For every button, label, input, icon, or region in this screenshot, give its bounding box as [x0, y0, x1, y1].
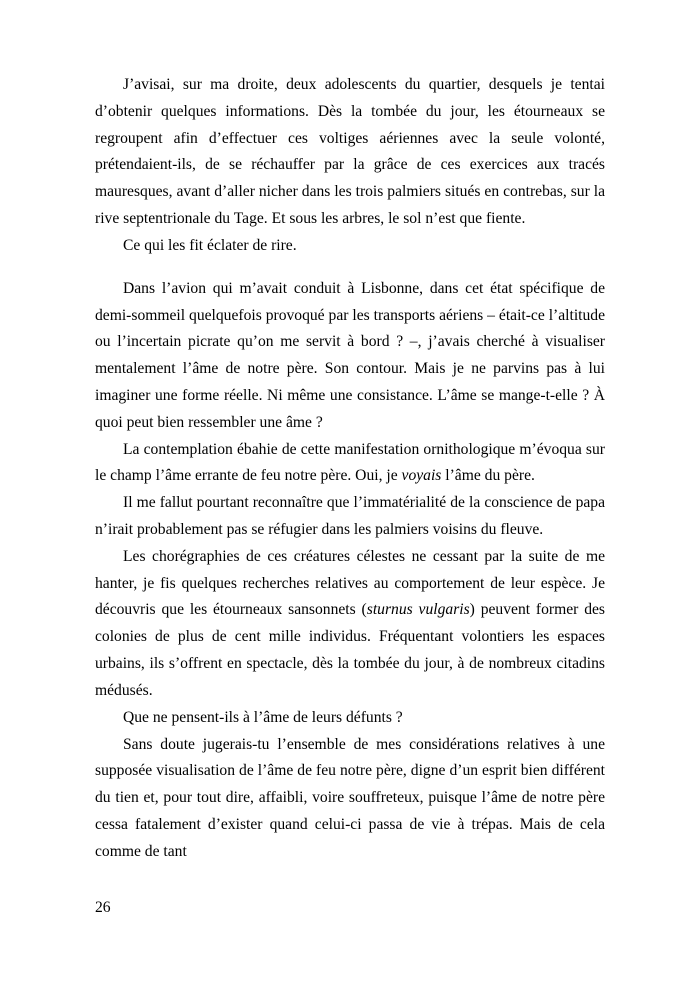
paragraph [95, 732, 605, 866]
text-run: Il me fallut pourtant reconnaître que l’immatérialité de la conscience de papa n’irait probablement pas se réfugier dans les palmiers voisins du fleuve. [95, 494, 605, 538]
page-number: 26 [95, 899, 111, 916]
paragraph [95, 233, 605, 260]
paragraph [95, 437, 605, 491]
text-run: Dans l’avion qui m’avait conduit à Lisbonne, dans cet état spécifique de demi-sommeil quelquefois provoqué par les transports aériens – était-ce l’altitude ou l’incertain picrate qu’on me servit à bord ? –, j’avais cherché à visualiser mentalement l’âme de notre père. Son contour. Mais je ne parvins pas à lui imaginer une forme réelle. Ni même une consistance. L’âme se mange-t-elle ? À quoi peut bien ressembler une âme ? [95, 279, 605, 431]
text-run: J’avisai, sur ma droite, deux adolescents du quartier, desquels je tentai d’obtenir quelques informations. Dès la tombée du jour, les étourneaux se regroupent afin d’effectuer ces voltiges aériennes avec la seule volonté, prétendaient-ils, de se réchauffer par la grâce de ces exercices aux tracés mauresques, avant d’aller nicher dans les trois palmiers situés en contrebas, sur la rive septentrionale du Tage. Et sous les arbres, le sol n’est que fiente. [95, 76, 605, 228]
paragraph [95, 490, 605, 544]
text-run: Que ne pensent-ils à l’âme de leurs défunts ? [123, 708, 403, 726]
paragraph [95, 544, 605, 705]
emphasis-text: voyais [401, 467, 442, 485]
paragraph [95, 276, 605, 437]
text-run: Les chorégraphies de ces créatures célestes ne cessant par la suite de me hanter, je fis quelques recherches relatives au comportement de leur espèce. Je découvris que les étourneaux sansonnets ( [95, 547, 605, 619]
text-run: Sans doute jugerais-tu l’ensemble de mes considérations relatives à une supposée visualisation de l’âme de feu notre père, digne d’un esprit bien différent du tien et, pour tout dire, affaibli, voire souffreteux, puisque l’âme de notre père cessa fatalement d’exister quand celui-ci passa de vie à trépas. Mais de cela comme de tant [95, 735, 605, 860]
text-run: l’âme du père. [441, 467, 535, 485]
text-run: Ce qui les fit éclater de rire. [123, 236, 297, 254]
text-run: La contemplation ébahie de cette manifestation ornithologique m’évoqua sur le champ l’âme errante de feu notre père. Oui, je [95, 440, 605, 485]
paragraph [95, 72, 605, 233]
emphasis-text: sturnus vulgaris [366, 601, 470, 619]
paragraph [95, 705, 605, 732]
text-run: ) peuvent former des colonies de plus de cent mille individus. Fréquentant volontiers les espaces urbains, ils s’offrent en spectacle, dès la tombée du jour, à de nombreux citadins médusés. [95, 601, 605, 699]
body-text [95, 72, 605, 866]
